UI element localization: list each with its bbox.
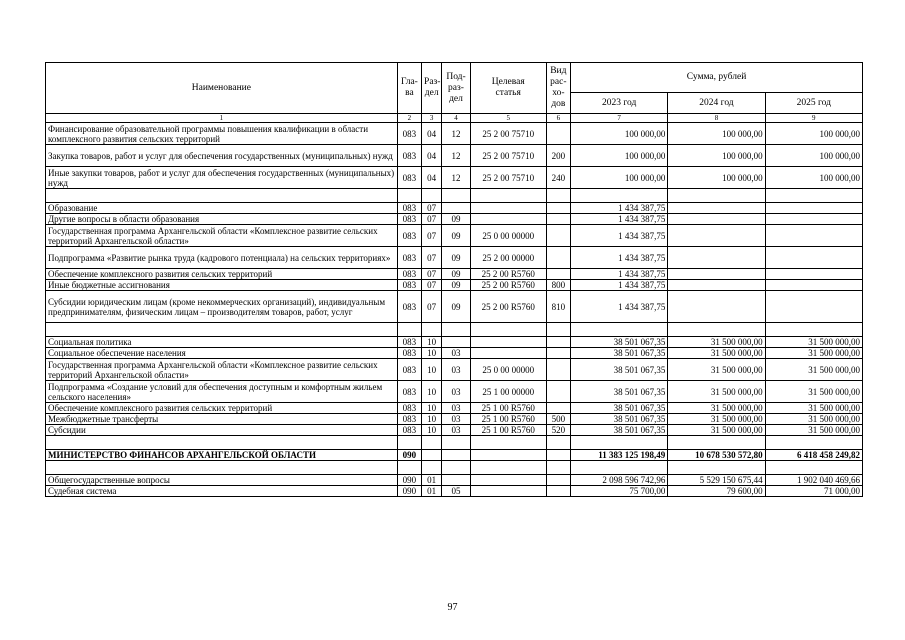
row-glava: 083 xyxy=(397,203,421,214)
empty-cell xyxy=(397,461,421,475)
row-name: Обеспечение комплексного развития сельских территорий xyxy=(46,403,398,414)
row-expense-type xyxy=(546,337,570,348)
empty-cell xyxy=(546,436,570,450)
row-sum-2024: 10 678 530 572,80 xyxy=(668,450,765,461)
column-number: 5 xyxy=(470,114,546,123)
column-number: 9 xyxy=(765,114,862,123)
row-glava: 083 xyxy=(397,425,421,436)
row-podrazdel: 03 xyxy=(442,359,470,381)
row-target-article: 25 1 00 R5760 xyxy=(470,403,546,414)
row-glava: 083 xyxy=(397,359,421,381)
blank-row xyxy=(46,461,863,475)
row-sum-2025: 31 500 000,00 xyxy=(765,403,862,414)
row-sum-2024 xyxy=(668,269,765,280)
row-target-article xyxy=(470,475,546,486)
table-row xyxy=(46,269,863,280)
row-glava: 083 xyxy=(397,348,421,359)
column-number: 3 xyxy=(422,114,442,123)
row-razdel: 01 xyxy=(422,486,442,497)
row-name: МИНИСТЕРСТВО ФИНАНСОВ АРХАНГЕЛЬСКОЙ ОБЛАСТИ xyxy=(46,450,398,461)
row-sum-2025: 31 500 000,00 xyxy=(765,414,862,425)
row-target-article: 25 1 00 00000 xyxy=(470,381,546,403)
table-row xyxy=(46,414,863,425)
row-razdel: 04 xyxy=(422,167,442,189)
row-razdel: 07 xyxy=(422,203,442,214)
empty-cell xyxy=(571,189,668,203)
empty-cell xyxy=(442,436,470,450)
header-year-2024: 2024 год xyxy=(668,93,765,114)
row-expense-type xyxy=(546,403,570,414)
row-expense-type xyxy=(546,203,570,214)
column-number: 7 xyxy=(571,114,668,123)
row-razdel: 07 xyxy=(422,291,442,323)
row-target-article xyxy=(470,348,546,359)
empty-cell xyxy=(397,323,421,337)
row-target-article: 25 2 00 75710 xyxy=(470,167,546,189)
empty-cell xyxy=(546,323,570,337)
row-sum-2024: 79 600,00 xyxy=(668,486,765,497)
row-razdel: 07 xyxy=(422,280,442,291)
empty-cell xyxy=(546,189,570,203)
row-sum-2025: 1 902 040 469,66 xyxy=(765,475,862,486)
empty-cell xyxy=(470,323,546,337)
empty-cell xyxy=(422,189,442,203)
row-razdel: 10 xyxy=(422,337,442,348)
row-sum-2025: 31 500 000,00 xyxy=(765,425,862,436)
empty-cell xyxy=(470,461,546,475)
row-expense-type: 240 xyxy=(546,167,570,189)
row-sum-2023: 38 501 067,35 xyxy=(571,348,668,359)
empty-cell xyxy=(668,323,765,337)
row-podrazdel: 09 xyxy=(442,225,470,247)
table-row xyxy=(46,348,863,359)
column-number: 1 xyxy=(46,114,398,123)
row-glava: 083 xyxy=(397,145,421,167)
row-target-article: 25 2 00 R5760 xyxy=(470,291,546,323)
blank-row xyxy=(46,323,863,337)
row-sum-2024 xyxy=(668,247,765,269)
row-sum-2023: 1 434 387,75 xyxy=(571,247,668,269)
row-glava: 083 xyxy=(397,291,421,323)
row-sum-2025: 31 500 000,00 xyxy=(765,337,862,348)
row-target-article xyxy=(470,450,546,461)
row-sum-2024: 31 500 000,00 xyxy=(668,425,765,436)
row-sum-2024: 31 500 000,00 xyxy=(668,414,765,425)
row-sum-2023: 11 383 125 198,49 xyxy=(571,450,668,461)
row-razdel: 10 xyxy=(422,425,442,436)
header-podrazdel: Под- раз- дел xyxy=(442,63,470,114)
row-name: Государственная программа Архангельской области «Комплексное развитие сельских территорий Архангельской области» xyxy=(46,359,398,381)
empty-cell xyxy=(442,323,470,337)
empty-cell xyxy=(46,461,398,475)
row-sum-2025 xyxy=(765,203,862,214)
empty-cell xyxy=(571,436,668,450)
row-name: Финансирование образовательной программы повышения квалификации в области комплексного развития сельских территорий xyxy=(46,123,398,145)
row-razdel: 07 xyxy=(422,225,442,247)
row-name: Подпрограмма «Создание условий для обеспечения доступным и комфортным жильем сельского населения» xyxy=(46,381,398,403)
row-sum-2025: 100 000,00 xyxy=(765,123,862,145)
row-podrazdel: 03 xyxy=(442,348,470,359)
table-row xyxy=(46,403,863,414)
row-glava: 083 xyxy=(397,280,421,291)
empty-cell xyxy=(571,461,668,475)
row-target-article: 25 0 00 00000 xyxy=(470,359,546,381)
empty-cell xyxy=(571,323,668,337)
row-sum-2024: 31 500 000,00 xyxy=(668,348,765,359)
row-name: Образование xyxy=(46,203,398,214)
row-target-article xyxy=(470,337,546,348)
table-row xyxy=(46,203,863,214)
row-name: Социальная политика xyxy=(46,337,398,348)
row-sum-2025 xyxy=(765,247,862,269)
row-sum-2024: 5 529 150 675,44 xyxy=(668,475,765,486)
row-sum-2024 xyxy=(668,280,765,291)
row-podrazdel: 03 xyxy=(442,403,470,414)
row-sum-2025 xyxy=(765,269,862,280)
table-row xyxy=(46,450,863,461)
row-razdel: 04 xyxy=(422,123,442,145)
row-target-article: 25 1 00 R5760 xyxy=(470,425,546,436)
row-target-article: 25 2 00 00000 xyxy=(470,247,546,269)
row-podrazdel: 03 xyxy=(442,381,470,403)
row-expense-type xyxy=(546,359,570,381)
row-sum-2025: 6 418 458 249,82 xyxy=(765,450,862,461)
row-expense-type xyxy=(546,123,570,145)
row-podrazdel: 09 xyxy=(442,291,470,323)
column-number: 4 xyxy=(442,114,470,123)
table-row xyxy=(46,475,863,486)
row-sum-2023: 1 434 387,75 xyxy=(571,214,668,225)
row-sum-2025: 100 000,00 xyxy=(765,167,862,189)
empty-cell xyxy=(442,189,470,203)
row-sum-2024: 100 000,00 xyxy=(668,167,765,189)
row-sum-2025: 100 000,00 xyxy=(765,145,862,167)
header-year-2023: 2023 год xyxy=(571,93,668,114)
empty-cell xyxy=(470,189,546,203)
row-razdel: 10 xyxy=(422,359,442,381)
empty-cell xyxy=(46,323,398,337)
empty-cell xyxy=(397,189,421,203)
row-name: Межбюджетные трансферты xyxy=(46,414,398,425)
row-expense-type xyxy=(546,348,570,359)
header-name: Наименование xyxy=(46,63,398,114)
budget-table xyxy=(45,62,863,497)
row-podrazdel: 03 xyxy=(442,414,470,425)
empty-cell xyxy=(442,461,470,475)
row-name: Судебная система xyxy=(46,486,398,497)
table-row xyxy=(46,225,863,247)
row-razdel: 10 xyxy=(422,348,442,359)
row-podrazdel xyxy=(442,450,470,461)
row-name: Обеспечение комплексного развития сельских территорий xyxy=(46,269,398,280)
row-glava: 090 xyxy=(397,450,421,461)
row-glava: 083 xyxy=(397,414,421,425)
row-target-article xyxy=(470,203,546,214)
empty-cell xyxy=(422,323,442,337)
empty-cell xyxy=(46,189,398,203)
table-row xyxy=(46,337,863,348)
column-number: 2 xyxy=(397,114,421,123)
row-name: Закупка товаров, работ и услуг для обеспечения государственных (муниципальных) нужд xyxy=(46,145,398,167)
table-row xyxy=(46,167,863,189)
row-podrazdel: 09 xyxy=(442,280,470,291)
row-sum-2023: 38 501 067,35 xyxy=(571,414,668,425)
empty-cell xyxy=(765,189,862,203)
row-sum-2024 xyxy=(668,203,765,214)
row-razdel xyxy=(422,450,442,461)
row-glava: 090 xyxy=(397,486,421,497)
row-expense-type xyxy=(546,486,570,497)
empty-cell xyxy=(765,461,862,475)
table-row xyxy=(46,381,863,403)
column-number-row xyxy=(46,114,863,123)
row-sum-2024: 31 500 000,00 xyxy=(668,337,765,348)
row-expense-type xyxy=(546,269,570,280)
row-name: Иные бюджетные ассигнования xyxy=(46,280,398,291)
row-razdel: 07 xyxy=(422,247,442,269)
row-glava: 083 xyxy=(397,167,421,189)
row-glava: 083 xyxy=(397,214,421,225)
row-sum-2023: 75 700,00 xyxy=(571,486,668,497)
row-expense-type: 800 xyxy=(546,280,570,291)
header-vid: Вид рас- хо- дов xyxy=(546,63,570,114)
row-sum-2023: 1 434 387,75 xyxy=(571,280,668,291)
empty-cell xyxy=(470,436,546,450)
row-expense-type: 200 xyxy=(546,145,570,167)
empty-cell xyxy=(765,436,862,450)
empty-cell xyxy=(668,189,765,203)
row-name: Государственная программа Архангельской области «Комплексное развитие сельских территорий Архангельской области» xyxy=(46,225,398,247)
row-razdel: 04 xyxy=(422,145,442,167)
empty-cell xyxy=(668,461,765,475)
row-sum-2023: 38 501 067,35 xyxy=(571,403,668,414)
row-sum-2024: 100 000,00 xyxy=(668,145,765,167)
row-target-article: 25 1 00 R5760 xyxy=(470,414,546,425)
row-sum-2023: 38 501 067,35 xyxy=(571,337,668,348)
table-row xyxy=(46,359,863,381)
row-sum-2023: 38 501 067,35 xyxy=(571,359,668,381)
row-sum-2023: 1 434 387,75 xyxy=(571,203,668,214)
row-sum-2025 xyxy=(765,291,862,323)
row-target-article: 25 2 00 75710 xyxy=(470,123,546,145)
row-expense-type: 500 xyxy=(546,414,570,425)
row-podrazdel: 09 xyxy=(442,247,470,269)
empty-cell xyxy=(668,436,765,450)
row-sum-2024: 31 500 000,00 xyxy=(668,403,765,414)
row-podrazdel xyxy=(442,337,470,348)
row-sum-2024 xyxy=(668,291,765,323)
row-target-article xyxy=(470,214,546,225)
row-sum-2024: 100 000,00 xyxy=(668,123,765,145)
row-sum-2024: 31 500 000,00 xyxy=(668,359,765,381)
row-expense-type xyxy=(546,381,570,403)
empty-cell xyxy=(46,436,398,450)
table-row xyxy=(46,291,863,323)
empty-cell xyxy=(765,323,862,337)
row-sum-2023: 100 000,00 xyxy=(571,123,668,145)
row-sum-2024 xyxy=(668,225,765,247)
row-target-article: 25 2 00 R5760 xyxy=(470,269,546,280)
header-razdel: Раз- дел xyxy=(422,63,442,114)
row-sum-2023: 100 000,00 xyxy=(571,145,668,167)
row-glava: 083 xyxy=(397,403,421,414)
row-glava: 083 xyxy=(397,381,421,403)
row-expense-type xyxy=(546,225,570,247)
row-podrazdel: 12 xyxy=(442,167,470,189)
table-row xyxy=(46,425,863,436)
page-number: 97 xyxy=(447,602,458,613)
table-row xyxy=(46,280,863,291)
header-sum: Сумма, рублей xyxy=(571,63,863,93)
row-name: Иные закупки товаров, работ и услуг для обеспечения государственных (муниципальных) нужд xyxy=(46,167,398,189)
row-sum-2023: 38 501 067,35 xyxy=(571,381,668,403)
table-row xyxy=(46,214,863,225)
row-expense-type: 810 xyxy=(546,291,570,323)
row-sum-2023: 1 434 387,75 xyxy=(571,291,668,323)
row-glava: 083 xyxy=(397,269,421,280)
row-podrazdel: 12 xyxy=(442,123,470,145)
row-podrazdel: 12 xyxy=(442,145,470,167)
row-sum-2025 xyxy=(765,214,862,225)
table-row xyxy=(46,123,863,145)
row-expense-type: 520 xyxy=(546,425,570,436)
row-name: Общегосударственные вопросы xyxy=(46,475,398,486)
row-podrazdel xyxy=(442,203,470,214)
row-target-article: 25 0 00 00000 xyxy=(470,225,546,247)
table-row xyxy=(46,145,863,167)
row-sum-2023: 2 098 596 742,96 xyxy=(571,475,668,486)
row-expense-type xyxy=(546,214,570,225)
row-sum-2025: 31 500 000,00 xyxy=(765,381,862,403)
header-year-2025: 2025 год xyxy=(765,93,862,114)
table-body xyxy=(46,123,863,497)
blank-row xyxy=(46,436,863,450)
row-glava: 083 xyxy=(397,225,421,247)
row-glava: 083 xyxy=(397,337,421,348)
row-sum-2023: 100 000,00 xyxy=(571,167,668,189)
row-razdel: 10 xyxy=(422,381,442,403)
row-sum-2025: 31 500 000,00 xyxy=(765,348,862,359)
row-razdel: 07 xyxy=(422,269,442,280)
row-expense-type xyxy=(546,247,570,269)
row-name: Другие вопросы в области образования xyxy=(46,214,398,225)
row-sum-2024: 31 500 000,00 xyxy=(668,381,765,403)
row-glava: 090 xyxy=(397,475,421,486)
row-sum-2025: 71 000,00 xyxy=(765,486,862,497)
row-target-article: 25 2 00 75710 xyxy=(470,145,546,167)
row-glava: 083 xyxy=(397,123,421,145)
row-sum-2025 xyxy=(765,225,862,247)
row-name: Социальное обеспечение населения xyxy=(46,348,398,359)
row-razdel: 07 xyxy=(422,214,442,225)
row-podrazdel: 03 xyxy=(442,425,470,436)
row-target-article xyxy=(470,486,546,497)
blank-row xyxy=(46,189,863,203)
row-podrazdel: 09 xyxy=(442,214,470,225)
row-sum-2025 xyxy=(765,280,862,291)
row-razdel: 01 xyxy=(422,475,442,486)
row-expense-type xyxy=(546,450,570,461)
row-sum-2023: 1 434 387,75 xyxy=(571,225,668,247)
empty-cell xyxy=(422,461,442,475)
row-podrazdel: 09 xyxy=(442,269,470,280)
empty-cell xyxy=(422,436,442,450)
empty-cell xyxy=(546,461,570,475)
table-row xyxy=(46,247,863,269)
row-podrazdel xyxy=(442,475,470,486)
row-sum-2023: 1 434 387,75 xyxy=(571,269,668,280)
header-glava: Гла- ва xyxy=(397,63,421,114)
row-expense-type xyxy=(546,475,570,486)
row-sum-2025: 31 500 000,00 xyxy=(765,359,862,381)
row-glava: 083 xyxy=(397,247,421,269)
row-name: Подпрограмма «Развитие рынка труда (кадрового потенциала) на сельских территориях» xyxy=(46,247,398,269)
row-sum-2024 xyxy=(668,214,765,225)
header-target: Целевая статья xyxy=(470,63,546,114)
row-target-article: 25 2 00 R5760 xyxy=(470,280,546,291)
column-number: 6 xyxy=(546,114,570,123)
row-razdel: 10 xyxy=(422,403,442,414)
row-podrazdel: 05 xyxy=(442,486,470,497)
row-name: Субсидии xyxy=(46,425,398,436)
row-name: Субсидии юридическим лицам (кроме некоммерческих организаций), индивидуальным предпринимателям, физическим лицам – производителям товаров, работ, услуг xyxy=(46,291,398,323)
row-sum-2023: 38 501 067,35 xyxy=(571,425,668,436)
row-razdel: 10 xyxy=(422,414,442,425)
empty-cell xyxy=(397,436,421,450)
column-number: 8 xyxy=(668,114,765,123)
table-row xyxy=(46,486,863,497)
